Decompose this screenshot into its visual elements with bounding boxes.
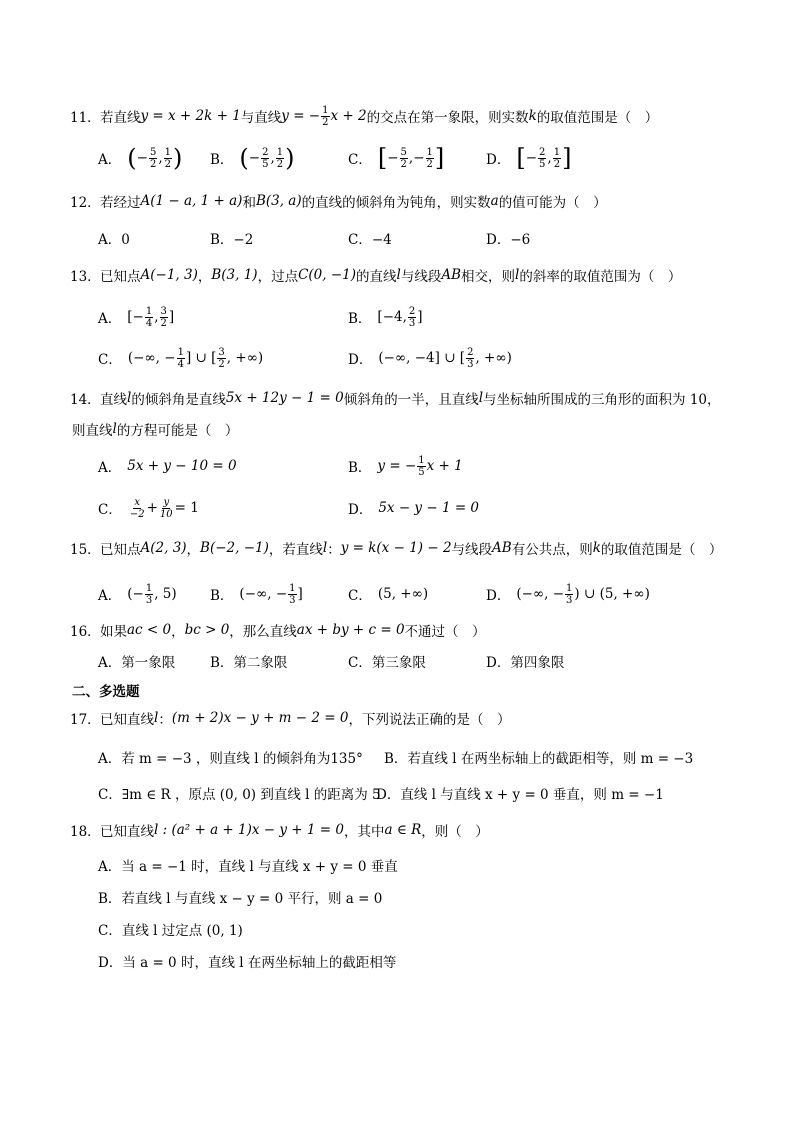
- question-stem: 已知直线 l : (a² + a + 1)x − y + 1 = 0 ，其中 a ∈ R ，则（ ）: [100, 822, 489, 840]
- question-13-options-row2: [0, 338, 794, 378]
- question-13: 13． 已知点 A(−1, 3) ， B(3, 1) ，过点 C(0, −1) 的直线 l 与线段 AB 相交，则 l 的斜率的取值范围为（ ）: [0, 260, 794, 300]
- option-d[interactable]: D． [ − $\frac{2}{5}$ , $\frac{1}{2}$ ]: [486, 144, 572, 172]
- option-a[interactable]: A．第一象限: [98, 655, 176, 671]
- question-14-options-row1: [0, 446, 794, 486]
- question-11: [0, 101, 794, 141]
- question-17-options-row2: [0, 773, 794, 813]
- option-c[interactable]: C．直线 l 过定点 (0, 1): [98, 923, 243, 939]
- option-d[interactable]: D． (−∞, − $\frac{1}{3}$ ) ∪ (5, +∞): [486, 582, 650, 606]
- option-d[interactable]: D．直线 l 与直线 x + y = 0 垂直，则 m = −1: [376, 787, 664, 803]
- option-d[interactable]: D． 5x − y − 1 = 0: [348, 500, 480, 518]
- question-stem: 已知直线 l ： (m + 2)x − y + m − 2 = 0 ，下列说法正确的是（ ）: [100, 710, 511, 728]
- option-c[interactable]: C． [ − $\frac{5}{2}$ , − $\frac{1}{2}$ ]: [348, 144, 445, 172]
- option-b[interactable]: B．若直线 l 在两坐标轴上的截距相等，则 m = −3: [384, 751, 694, 767]
- option-b[interactable]: B．若直线 l 与直线 x − y = 0 平行，则 a = 0: [98, 891, 383, 907]
- question-16: 16． 如果 ac < 0 ， bc > 0 ，那么直线 ax + by + c = 0 不通过（ ）: [0, 615, 794, 655]
- option-b[interactable]: B． [−4, $\frac{2}{3}$ ]: [348, 305, 423, 329]
- question-18-option-d: [0, 941, 794, 981]
- option-b[interactable]: B． (−∞, − $\frac{1}{3}$ ]: [210, 582, 303, 606]
- question-18: 18． 已知直线 l : (a² + a + 1)x − y + 1 = 0 ，其中 a ∈ R ，则（ ）: [0, 815, 794, 855]
- option-d[interactable]: D．第四象限: [486, 655, 565, 671]
- question-stem: 已知点 A(2, 3) ， B(−2, −1) ，若直线 l ： y = k(x − 1) − 2 与线段 AB 有公共点，则 k 的取值范围是（ ）: [100, 540, 723, 558]
- option-a[interactable]: A． 5x + y − 10 = 0: [98, 458, 237, 476]
- fraction: $\frac{1}{2}$: [322, 104, 329, 128]
- option-a[interactable]: A．当 a = −1 时，直线 l 与直线 x + y = 0 垂直: [98, 859, 398, 875]
- question-stem: 已知点 A(−1, 3) ， B(3, 1) ，过点 C(0, −1) 的直线 l 与线段 AB 相交，则 l 的斜率的取值范围为（ ）: [100, 267, 682, 285]
- option-a[interactable]: A． [− $\frac{1}{4}$ , $\frac{3}{2}$ ]: [98, 305, 175, 329]
- option-d[interactable]: D．当 a = 0 时，直线 l 在两坐标轴上的截距相等: [98, 955, 397, 971]
- question-stem: 若直线 y = x + 2k + 1 与直线 y = − $\frac{1}{2}$ x + 2 的交点在第一象限，则实数 k 的取值范围是（ ）: [100, 104, 659, 128]
- option-b[interactable]: B． y = − $\frac{1}{5}$ x + 1: [348, 454, 463, 478]
- question-stem: 若经过 A(1 − a, 1 + a) 和 B(3, a) 的直线的倾斜角为钝角，则实数 a 的值可能为（ ）: [100, 193, 607, 211]
- question-14-options-row2: [0, 488, 794, 528]
- option-c[interactable]: C． (−∞, − $\frac{1}{4}$ ] ∪ [ $\frac{3}{2}$ , +∞): [98, 346, 264, 370]
- option-c[interactable]: C．−4: [348, 232, 392, 248]
- question-15-options: [0, 574, 794, 614]
- question-17: 17． 已知直线 l ： (m + 2)x − y + m − 2 = 0 ，下列说法正确的是（ ）: [0, 703, 794, 743]
- question-12: 12． 若经过 A(1 − a, 1 + a) 和 B(3, a) 的直线的倾斜角为钝角，则实数 a 的值可能为（ ）: [0, 186, 794, 226]
- option-a[interactable]: A． ( − $\frac{5}{2}$ , $\frac{1}{2}$ ): [98, 144, 183, 172]
- section-heading: 二、多选题: [72, 684, 140, 700]
- question-16-options: [0, 641, 794, 681]
- option-b[interactable]: B．第二象限: [210, 655, 288, 671]
- option-b[interactable]: B． ( − $\frac{2}{5}$ , $\frac{1}{2}$ ): [210, 144, 295, 172]
- question-17-options-row1: [0, 737, 794, 777]
- question-stem: 如果 ac < 0 ， bc > 0 ，那么直线 ax + by + c = 0 不通过（ ）: [100, 622, 486, 640]
- option-c[interactable]: C． (5, +∞): [348, 586, 429, 604]
- option-c[interactable]: C．第三象限: [348, 655, 426, 671]
- question-14: 14． 直线 l 的倾斜角是直线 5x + 12y − 1 = 0 倾斜角的一半，且直线 l 与坐标轴所围成的三角形的面积为 10，: [0, 383, 794, 423]
- question-stem: 直线 l 的倾斜角是直线 5x + 12y − 1 = 0 倾斜角的一半，且直线 l 与坐标轴所围成的三角形的面积为 10，: [100, 390, 721, 408]
- option-b[interactable]: B．−2: [210, 232, 254, 248]
- option-d[interactable]: D．−6: [486, 232, 531, 248]
- option-a[interactable]: A．若 m = −3 ，则直线 l 的倾斜角为135°: [98, 751, 363, 767]
- question-12-options: [0, 218, 794, 258]
- option-c[interactable]: C． $\frac{x}{-2}$ + $\frac{y}{10}$ = 1: [98, 496, 199, 520]
- question-13-options-row1: [0, 297, 794, 337]
- option-c[interactable]: C．∃m ∈ R ，原点 (0, 0) 到直线 l 的距离为 5: [98, 787, 381, 803]
- option-a[interactable]: A． (− $\frac{1}{3}$ , 5): [98, 582, 177, 606]
- question-15: 15． 已知点 A(2, 3) ， B(−2, −1) ，若直线 l ： y = k(x − 1) − 2 与线段 AB 有公共点，则 k 的取值范围是（ ）: [0, 533, 794, 573]
- option-d[interactable]: D． (−∞, −4] ∪ [ $\frac{2}{3}$ , +∞): [348, 346, 512, 370]
- question-number: 11．: [70, 110, 101, 126]
- question-14-line2: 则直线 l 的方程可能是（ ）: [72, 421, 239, 439]
- option-a[interactable]: A．0: [98, 232, 130, 248]
- question-11-options: [0, 138, 794, 178]
